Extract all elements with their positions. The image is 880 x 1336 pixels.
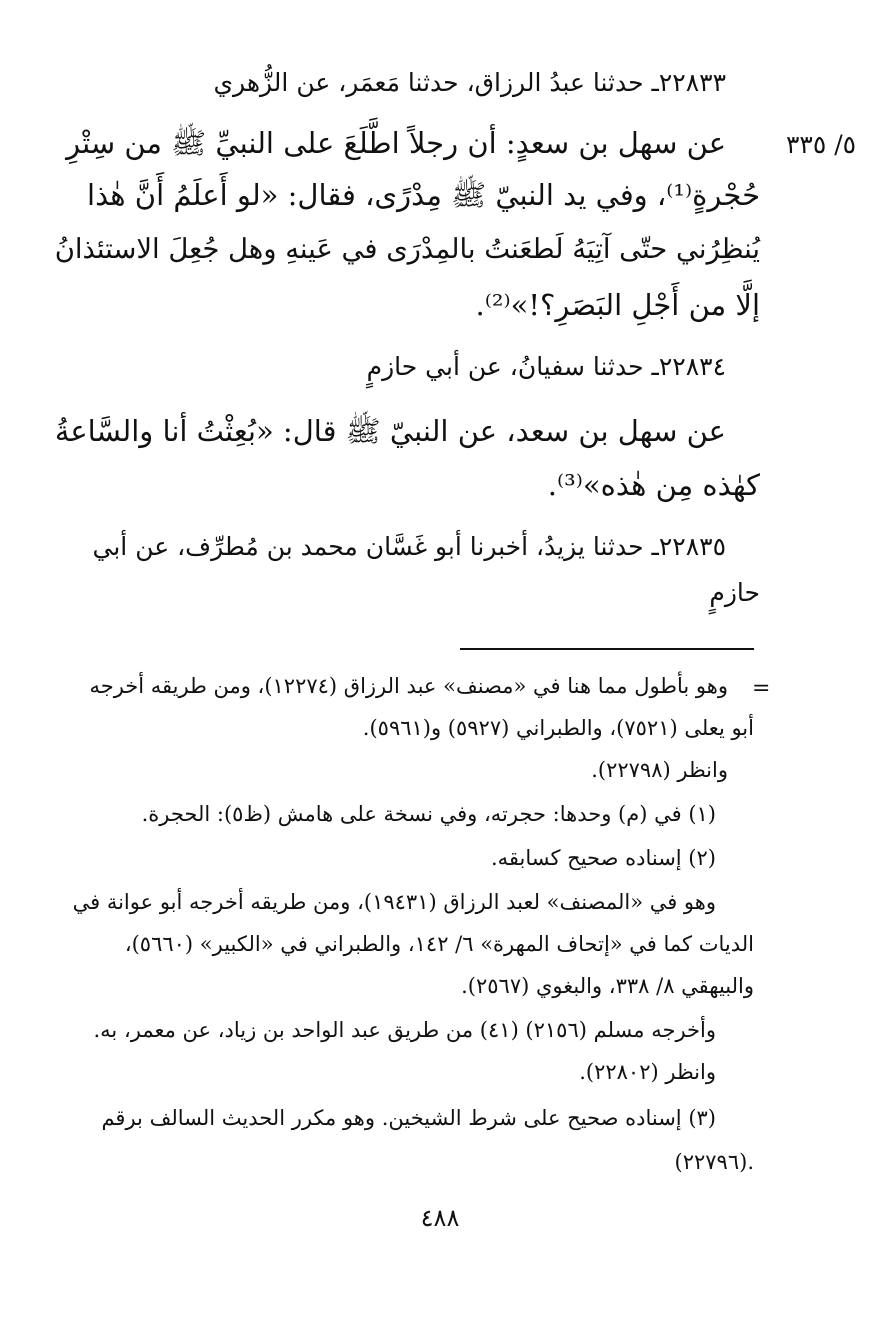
hadith-22833-line-3: يُنظِرُني حتّى آتِيَهُ لَطعَنتُ بالمِدْرَى في عَينهِ وهل جُعِلَ الاستئذانُ (54, 234, 760, 265)
hadith-22834-line-2: كهٰذه مِن هٰذه»⁽³⁾. (547, 468, 760, 502)
hadith-22835-header-line-1: ٢٢٨٣٥ـ حدثنا يزيدُ، أخبرنا أبو غَسَّان محمد بن مُطرِّف، عن أبي (92, 532, 726, 561)
hadith-22833-line-1: عن سهل بن سعدٍ: أن رجلاً اطَّلَعَ على النبيِّ ﷺ من سِتْرِ (66, 126, 726, 160)
footnote-line: وانظر (٢٢٨٠٢). (579, 1060, 716, 1084)
footnote-line: والبيهقي ٨/ ٣٣٨، والبغوي (٢٥٦٧). (461, 974, 754, 998)
hadith-22833-line-4: إلَّا من أَجْلِ البَصَرِ؟!»⁽²⁾. (475, 288, 760, 322)
footnote-divider (460, 648, 754, 650)
hadith-22833-header: ٢٢٨٣٣ـ حدثنا عبدُ الرزاق، حدثنا مَعمَر، عن الزُّهري (213, 68, 726, 97)
footnote-line: وأخرجه مسلم (٢١٥٦) (٤١) من طريق عبد الواحد بن زياد، عن معمر، به. (93, 1018, 716, 1042)
footnote-3: (٣) إسناده صحيح على شرط الشيخين. وهو مكرر الحديث السالف برقم (101, 1106, 716, 1130)
hadith-22833-line-2: حُجْرةٍ⁽¹⁾، وفي يد النبيّ ﷺ مِدْرًى، فقال: «لو أَعلَمُ أَنَّ هٰذا (87, 178, 760, 212)
footnote-line: وهو بأطول مما هنا في «مصنف» عبد الرزاق (١٢٢٧٤)، ومن طريقه أخرجه (89, 674, 728, 698)
page-number: ٤٨٨ (420, 1204, 460, 1232)
footnote-line: وانظر (٢٢٧٩٨). (591, 758, 728, 782)
hadith-22834-header: ٢٢٨٣٤ـ حدثنا سفيانُ، عن أبي حازمٍ (366, 352, 726, 381)
footnote-line: أبو يعلى (٧٥٢١)، والطبراني (٥٩٢٧) و(٥٩٦١). (362, 716, 754, 740)
footnote-line: الديات كما في «إتحاف المهرة» ٦/ ١٤٢، والطبراني في «الكبير» (٥٦٦٠)، (124, 932, 754, 956)
hadith-22834-line-1: عن سهل بن سعد، عن النبيّ ﷺ قال: «بُعِثْتُ أنا والسَّاعةُ (54, 414, 726, 448)
footnote-line: (٢٢٧٩٦). (674, 1150, 754, 1174)
footnote-1: (١) في (م) وحدها: حجرته، وفي نسخة على هامش (ظ٥): الحجرة. (141, 802, 716, 826)
continuation-mark: = (752, 676, 771, 701)
hadith-22835-header-line-2: حازمٍ (709, 578, 760, 607)
footnote-2: (٢) إسناده صحيح كسابقه. (490, 846, 716, 870)
margin-reference: ٥/ ٣٣٥ (786, 130, 857, 159)
footnote-line: وهو في «المصنف» لعبد الرزاق (١٩٤٣١)، ومن طريقه أخرجه أبو عوانة في (72, 890, 716, 914)
